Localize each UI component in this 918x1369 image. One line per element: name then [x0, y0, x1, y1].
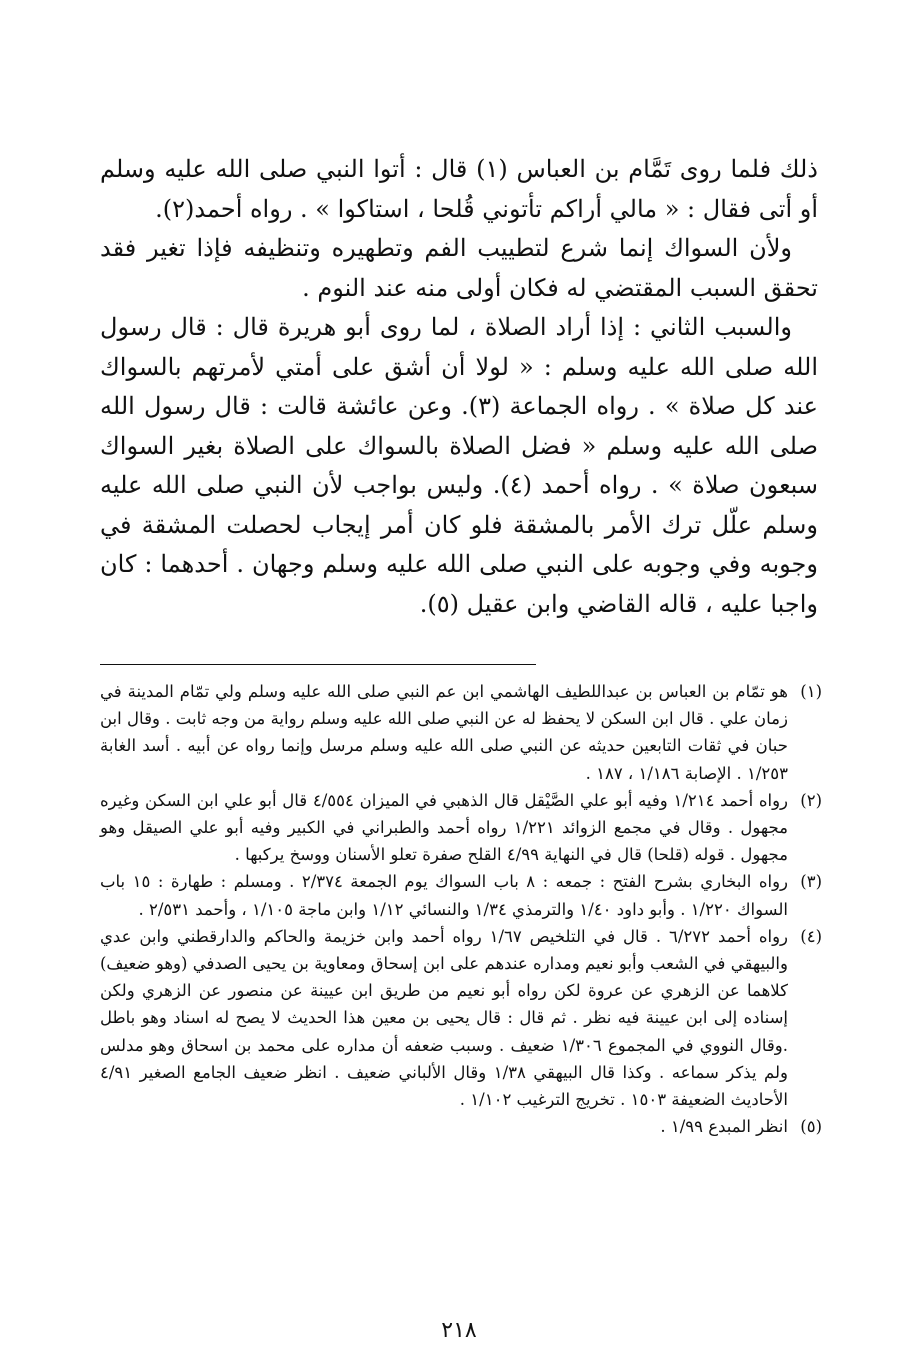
footnote-1: [100, 678, 822, 787]
body-paragraph-3: والسبب الثاني : إذا أراد الصلاة ، لما روى أبو هريرة قال : قال رسول الله صلى الله عليه وسلم : « لولا أن أشق على أمتي لأمرتهم بالسواك عند كل صلاة » . رواه الجماعة (٣). وعن عائشة قالت : قال رسول الله صلى الله عليه وسلم « فضل الصلاة بالسواك على الصلاة بغير السواك سبعون صلاة » . رواه أحمد (٤). وليس بواجب لأن النبي صلى الله عليه وسلم علّل ترك الأمر بالمشقة فلو كان أمر إيجاب لحصلت المشقة في وجوبه وفي وجوبه على النبي صلى الله عليه وسلم وجهان . أحدهما : كان واجبا عليه ، قاله القاضي وابن عقيل (٥).: [100, 313, 819, 618]
footnote-number: (٥): [800, 1117, 822, 1137]
page-number: ٢١٨: [441, 1318, 477, 1343]
footnote-3: [100, 868, 822, 922]
footnote-5: [100, 1113, 822, 1140]
footnote-2: [100, 787, 822, 869]
footnote-text: انظر المبدع ١/٩٩ .: [660, 1117, 788, 1137]
footnote-text: هو تمّام بن العباس بن عبداللطيف الهاشمي ابن عم النبي صلى الله عليه وسلم ولي تمّام المدينة في زمان علي . قال ابن السكن لا يحفظ له عن النبي صلى الله عليه وسلم رواية من وجه ثابت . وقال ابن حبان في ثقات التابعين حديثه عن النبي صلى الله عليه وسلم مرسل وإنما رواه عن أبيه . أسد الغابة ١/٢٥٣ . الإصابة ١/١٨٦ ، ١٨٧ .: [100, 682, 788, 783]
footnote-text: رواه البخاري بشرح الفتح : جمعه : ٨ باب السواك يوم الجمعة ٢/٣٧٤ . ومسلم : طهارة : ١٥ باب السواك ١/٢٢٠ . وأبو داود ١/٤٠ والترمذي ١/٣٤ والنسائي ١/١٢ وابن ماجة ١/١٠٥ ، وأحمد ٢/٥٣١ .: [100, 872, 789, 919]
body-paragraph-1: ذلك فلما روى تَمَّام بن العباس (١) قال : أتوا النبي صلى الله عليه وسلم أو أتى فقال : « مالي أراكم تأتوني قُلحا ، استاكوا » . رواه أحمد(٢).: [100, 155, 818, 223]
footnotes: [100, 678, 822, 1140]
body-paragraph-2: ولأن السواك إنما شرع لتطييب الفم وتطهيره وتنظيفه فإذا تغير فقد تحقق السبب المقتضي له فكان أولى منه عند النوم .: [100, 234, 818, 302]
main-text: [100, 150, 818, 624]
footnote-text: رواه أحمد ١/٢١٤ وفيه أبو علي الصَّيْقل قال الذهبي في الميزان ٤/٥٥٤ قال أبو علي ابن السكن وغيره مجهول . وقال في مجمع الزوائد ١/٢٢١ رواه أحمد والطبراني في الكبير وفيه أبو علي الصيقل وهو مجهول . قوله (قلحا) قال في النهاية ٤/٩٩ القلح صفرة تعلو الأسنان ووسخ يركبها .: [100, 790, 789, 865]
footnote-text: رواه أحمد ٦/٢٧٢ . قال في التلخيص ١/٦٧ رواه أحمد وابن خزيمة والحاكم والدارقطني وابن عدي والبيهقي في الشعب وأبو نعيم ومداره عندهم على ابن إسحاق ومعاوية بن يحيى الصدفي (وهو ضعيف) كلاهما عن الزهري عن عروة لكن رواه أبو نعيم من طريق ابن عيينة عن منصور عن الزهري ولكن إسناده إلى ابن عيينة فيه نظر . ثم قال : قال يحيى بن معين هذا الحديث لا يصح له اسناد وهو باطل .وقال النووي في المجموع ١/٣٠٦ ضعيف . وسبب ضعفه أن مداره على محمد بن اسحاق وهو مدلس ولم يذكر سماعه . وكذا قال البيهقي ١/٣٨ وقال الألباني ضعيف . انظر ضعيف الجامع الصغير ٤/٩١ الأحاديث الضعيفة ١٥٠٣ . تخريج الترغيب ١/١٠٢ .: [100, 926, 789, 1110]
footnote-number: (٣): [800, 872, 822, 892]
footnote-number: (٤): [800, 926, 822, 946]
footnote-4: [100, 923, 822, 1113]
footnote-number: (٢): [800, 790, 822, 810]
footnote-separator: [100, 664, 536, 665]
footnote-number: (١): [800, 682, 822, 701]
